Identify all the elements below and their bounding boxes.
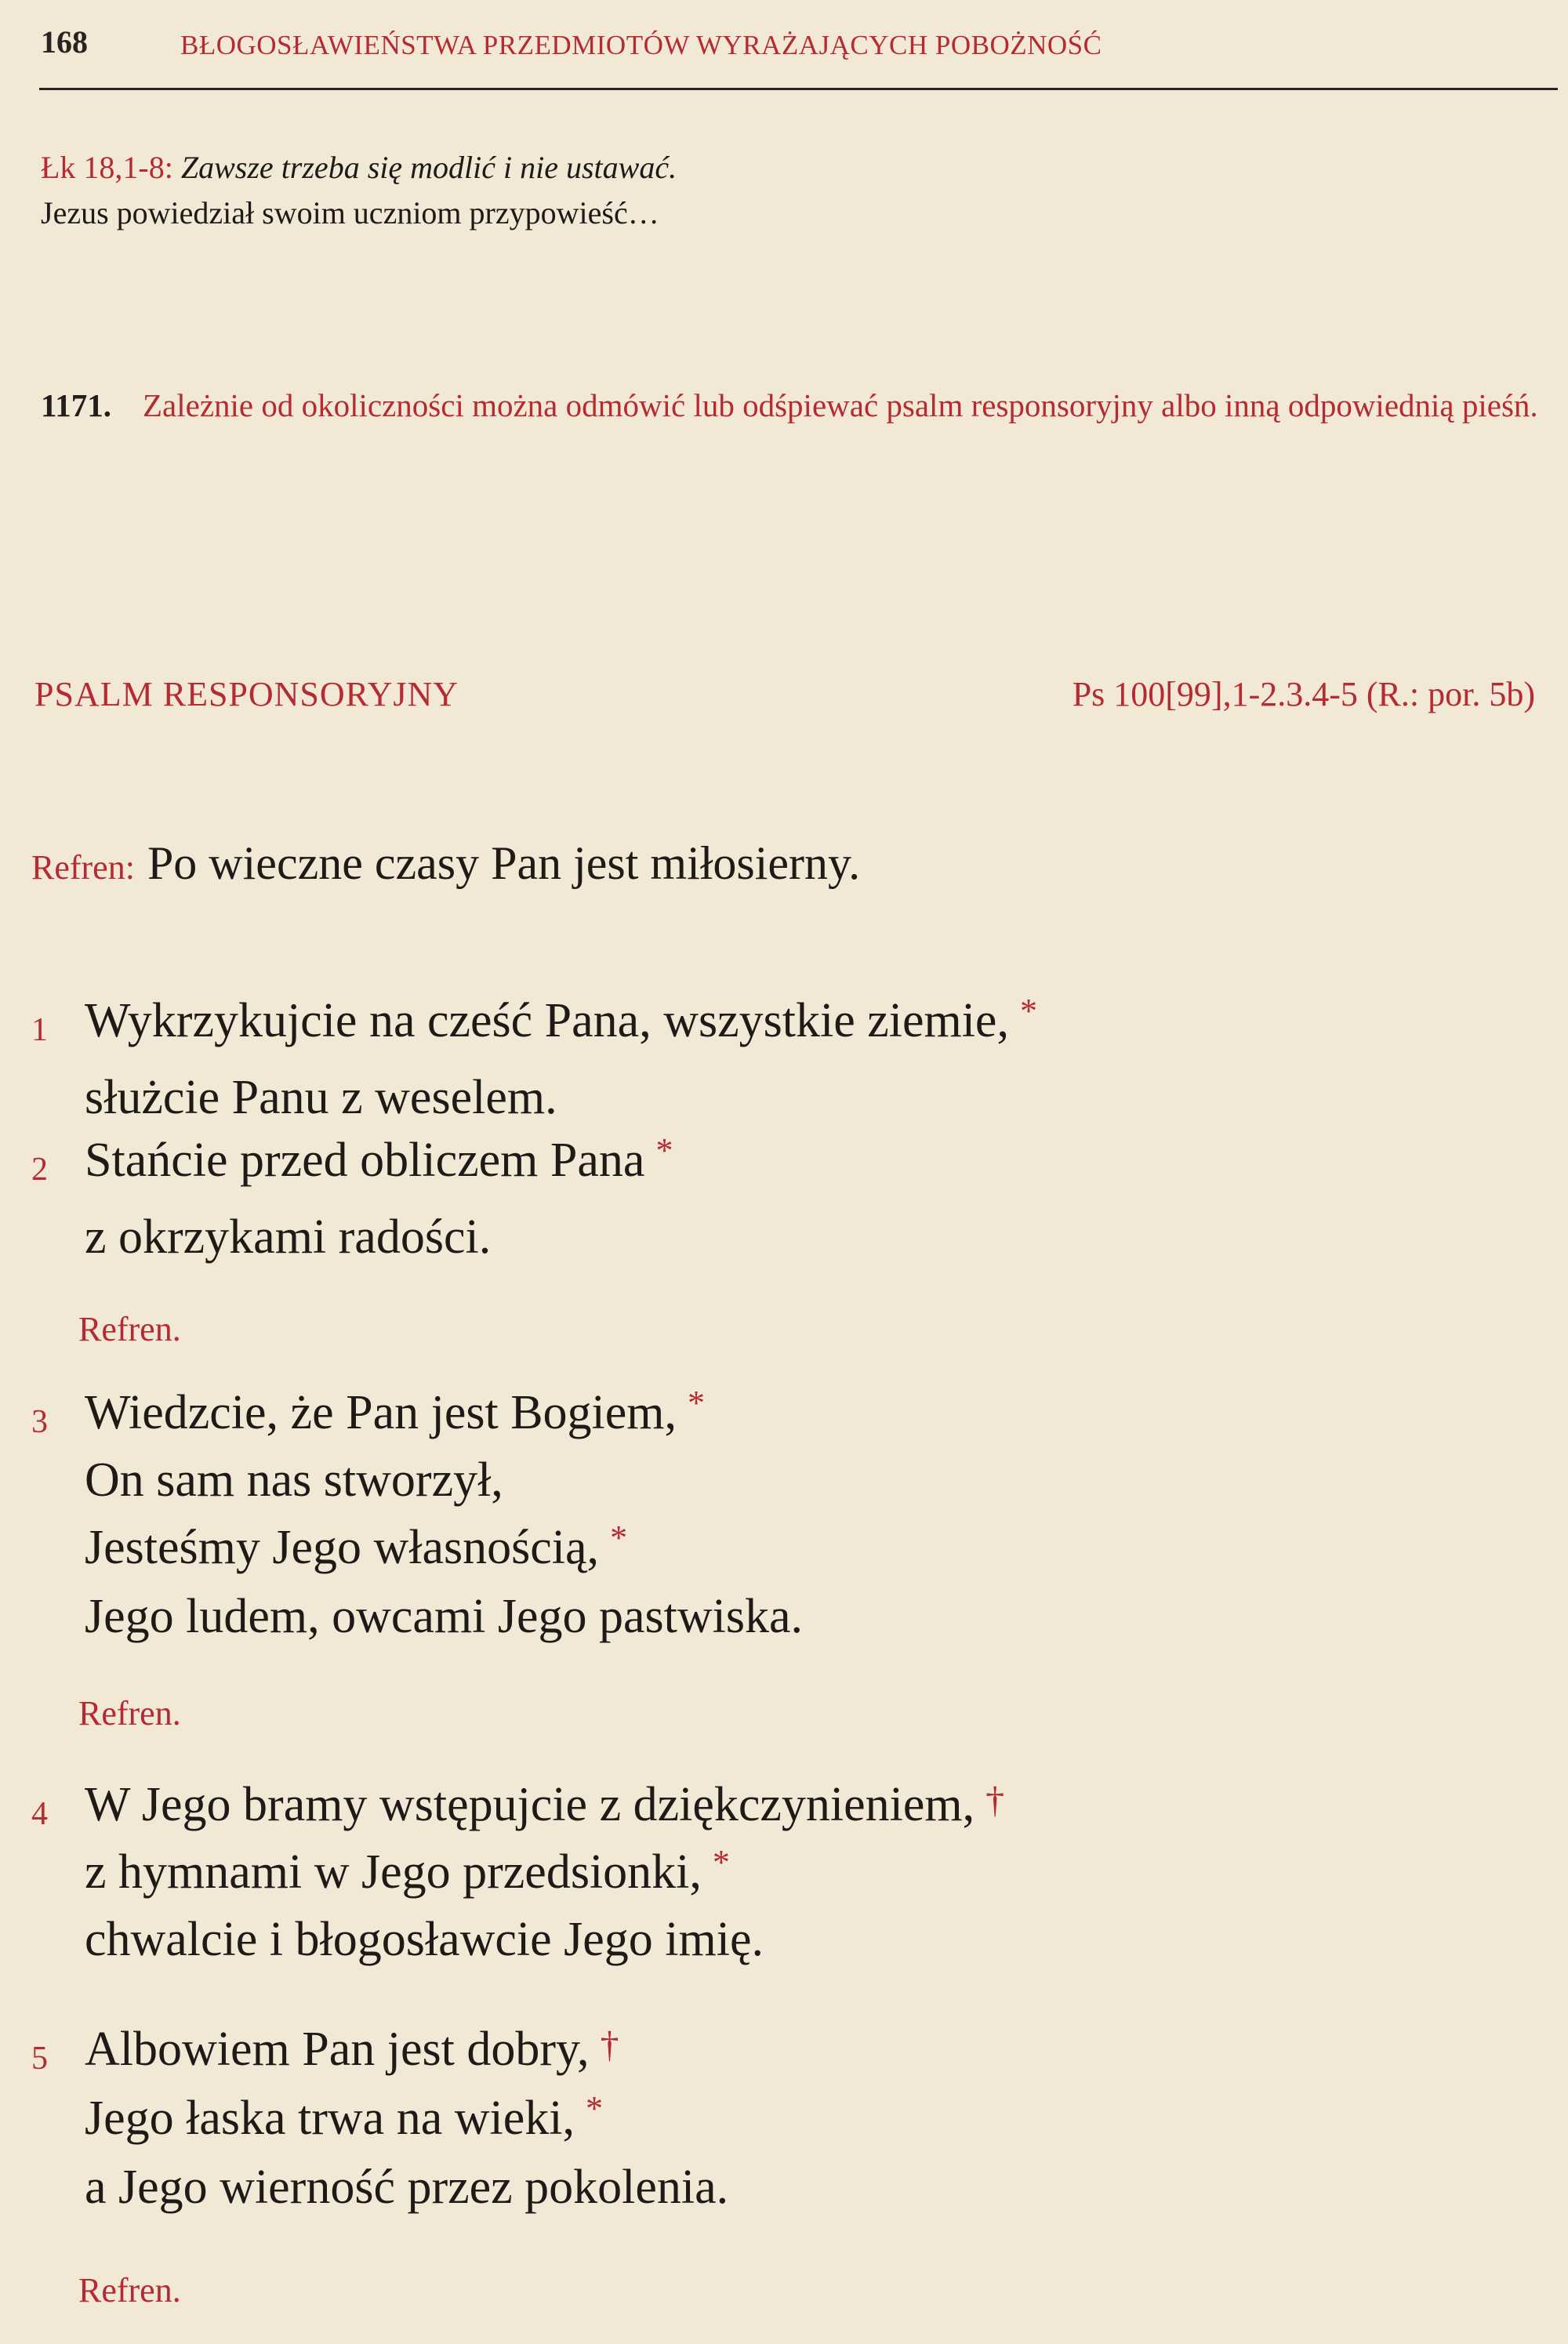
asterisk-mark: * (610, 1519, 628, 1557)
verse-4-line-1: W Jego bramy wstępujcie z dziękczynieniem, † (85, 1778, 1005, 1831)
refrain-label: Refren: (31, 848, 135, 887)
psalm-title: PSALM RESPONSORYJNY (34, 675, 459, 713)
asterisk-mark: * (688, 1384, 706, 1422)
short-refrain-3: Refren. (78, 2271, 181, 2310)
verse-3-line-4: Jego ludem, owcami Jego pastwiska. (85, 1590, 804, 1643)
psalm-reference: Ps 100[99],1-2.3.4-5 (R.: por. 5b) (1072, 675, 1535, 713)
rubric-number: 1171. (41, 387, 111, 423)
page-header-title: BŁOGOSŁAWIEŃSTWA PRZEDMIOTÓW WYRAŻAJĄCYCH POBOŻNOŚĆ (180, 30, 1102, 60)
page-number: 168 (41, 24, 88, 60)
asterisk-mark: * (585, 2089, 603, 2128)
verse-3-line-3: Jesteśmy Jego własnością, * (85, 1519, 628, 1574)
gospel-reference-line (41, 149, 677, 187)
verse-5-line-1: Albowiem Pan jest dobry, † (85, 2023, 619, 2076)
verse-1-line-2: służcie Panu z weselem. (85, 1071, 557, 1124)
asterisk-mark: * (655, 1131, 673, 1170)
short-refrain-1: Refren. (78, 1310, 181, 1348)
short-refrain-2: Refren. (78, 1694, 181, 1733)
verse-4-line-3: chwalcie i błogosławcie Jego imię. (85, 1913, 764, 1966)
verse-number-2: 2 (31, 1152, 48, 1188)
verse-number-5: 5 (31, 2041, 48, 2077)
verse-number-4: 4 (31, 1796, 48, 1832)
asterisk-mark: * (712, 1843, 730, 1881)
dagger-mark: † (600, 2024, 619, 2066)
verse-2-line-1: Stańcie przed obliczem Pana * (85, 1131, 673, 1187)
header-rule (39, 88, 1558, 90)
verse-5-line-2: Jego łaska trwa na wieki, * (85, 2089, 603, 2145)
verse-5-line-3: a Jego wierność przez pokolenia. (85, 2161, 729, 2214)
verse-1-line-1: Wykrzykujcie na cześć Pana, wszystkie ziemie, * (85, 992, 1037, 1047)
verse-4-line-2: z hymnami w Jego przedsionki, * (85, 1843, 730, 1899)
gospel-reference: Łk 18,1-8: (41, 150, 173, 185)
verse-2-line-2: z okrzykami radości. (85, 1210, 492, 1264)
gospel-introduction: Jezus powiedział swoim uczniom przypowieść… (41, 195, 659, 230)
verse-number-3: 3 (31, 1404, 48, 1440)
gospel-quote: Zawsze trzeba się modlić i nie ustawać. (180, 150, 677, 185)
verse-3-line-1: Wiedzcie, że Pan jest Bogiem, * (85, 1384, 706, 1439)
asterisk-mark: * (1019, 992, 1037, 1030)
verse-number-1: 1 (31, 1012, 48, 1048)
refrain-text: Po wieczne czasy Pan jest miłosierny. (147, 837, 861, 889)
rubric-note (41, 381, 1546, 430)
main-refrain (31, 837, 860, 889)
rubric-text: Zależnie od okoliczności można odmówić lub odśpiewać psalm responsoryjny albo inną odpowiednią pieśń. (143, 387, 1538, 423)
dagger-mark: † (985, 1780, 1005, 1821)
verse-3-line-2: On sam nas stworzył, (85, 1453, 503, 1507)
